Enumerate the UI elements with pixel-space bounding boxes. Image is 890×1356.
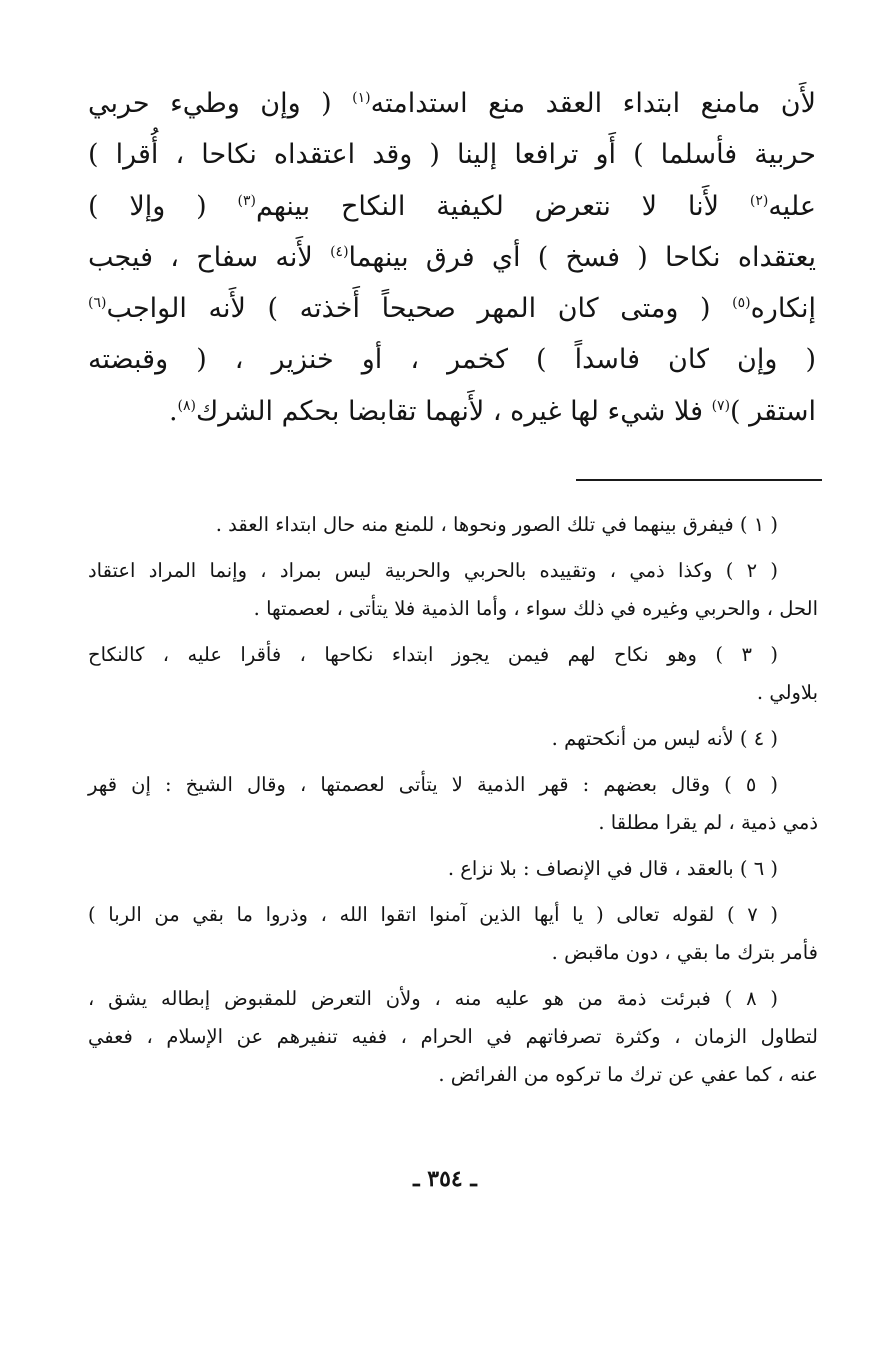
- footnote-marker: (٥): [732, 295, 751, 312]
- footnote-separator: [576, 479, 822, 481]
- main-line: لأَن مامنع ابتداء العقد منع استدامته$^{(١)}$ ( وإن وطيء حربي: [88, 88, 816, 119]
- footnote-4: [88, 720, 818, 758]
- footnote-line: عنه ، كما عفي عن ترك ما تركوه من الفرائض .: [438, 1063, 818, 1086]
- main-text: [88, 78, 816, 437]
- footnote-marker: (٢): [749, 192, 769, 209]
- footnote-line: ( ٢ ) وكذا ذمي ، وتقييده بالحربي والحربية ليس بمراد ، وإنما المراد اعتقاد: [88, 559, 778, 582]
- footnote-6: [88, 850, 818, 888]
- main-line: حربية فأسلما ) أَو ترافعا إلينا ( وقد اعتقداه نكاحا ، أُقرا ): [88, 139, 816, 171]
- main-line: إنكاره$^{(٥)}$ ( ومتى كان المهر صحيحاً أَخذته ) لأَنه الواجب$^{(٦)}$: [88, 293, 816, 325]
- footnote-marker: (١): [352, 90, 371, 107]
- footnote-7: [88, 896, 818, 972]
- main-line: يعتقداه نكاحا ( فسخ ) أي فرق بينهما$^{(٤)}$ لأَنه سفاح ، فيجب: [88, 241, 816, 273]
- footnote-line: فأمر بترك ما بقي ، دون ماقبض .: [551, 941, 818, 964]
- footnotes: [88, 506, 818, 1102]
- main-line: عليه$^{(٢)}$ لأَنا لا نتعرض لكيفية النكاح بينهم$^{(٣)}$ ( وإلا ): [88, 190, 816, 222]
- footnote-1: [88, 506, 818, 544]
- footnote-2: [88, 552, 818, 628]
- footnote-line: الحل ، والحربي وغيره في ذلك سواء ، وأما الذمية فلا يتأتى ، لعصمتها .: [253, 597, 818, 620]
- page-number: ـ ٣٥٤ ـ: [413, 1166, 477, 1192]
- footnote-3: [88, 636, 818, 712]
- footnote-line: ( ٧ ) لقوله تعالى ( يا أيها الذين آمنوا اتقوا الله ، وذروا ما بقي من الربا ): [88, 903, 778, 926]
- footnote-line: ( ٨ ) فبرئت ذمة من هو عليه منه ، ولأن التعرض للمقبوض إبطاله يشق ،: [88, 987, 778, 1010]
- footnote-5: [88, 766, 818, 842]
- footnote-line: ( ٣ ) وهو نكاح لهم فيمن يجوز ابتداء نكاحها ، فأقرا عليه ، كالنكاح: [88, 643, 778, 666]
- footnote-marker: (٣): [237, 192, 256, 209]
- footnote-line: بلاولي .: [756, 681, 818, 704]
- footnote-marker: (٧): [711, 397, 731, 414]
- footnote-line: ذمي ذمية ، لم يقرا مطلقا .: [598, 811, 818, 834]
- main-line: استقر )$^{(٧)}$ فلا شيء لها غيره ، لأَنهما تقابضا بحكم الشرك$^{(٨)}$.: [168, 395, 816, 427]
- footnote-marker: (٤): [330, 244, 349, 261]
- footnote-marker: (٨): [177, 397, 197, 414]
- main-line: ( وإن كان فاسداً ) كخمر ، أو خنزير ، ( وقبضته: [88, 344, 816, 376]
- footnote-line: لتطاول الزمان ، وكثرة تصرفاتهم في الحرام ، ففيه تنفيرهم عن الإسلام ، فعفي: [88, 1025, 818, 1048]
- footnote-line: ( ١ ) فيفرق بينهما في تلك الصور ونحوها ، للمنع منه حال ابتداء العقد .: [215, 513, 778, 536]
- footnote-8: [88, 980, 818, 1094]
- footnote-marker: (٦): [88, 295, 107, 312]
- footnote-line: ( ٦ ) بالعقد ، قال في الإنصاف : بلا نزاع .: [447, 857, 778, 880]
- footnote-line: ( ٥ ) وقال بعضهم : قهر الذمية لا يتأتى لعصمتها ، وقال الشيخ : إن قهر: [88, 773, 779, 796]
- footnote-line: ( ٤ ) لأنه ليس من أنكحتهم .: [551, 727, 778, 750]
